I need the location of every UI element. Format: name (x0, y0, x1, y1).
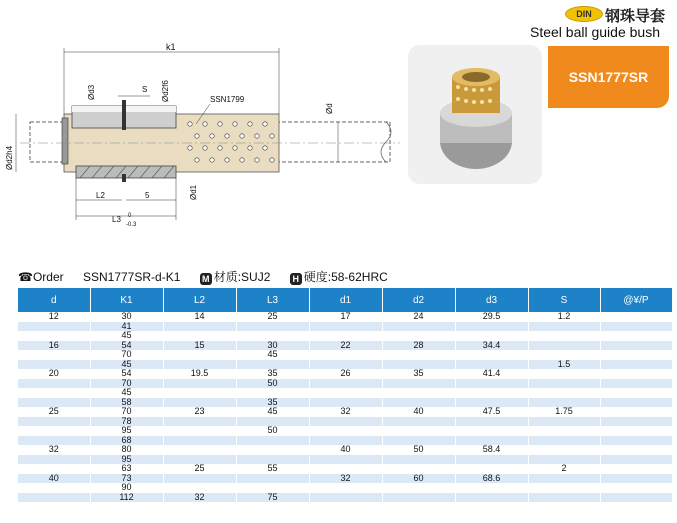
cell-k1: 54 (90, 369, 163, 379)
hardness-label: 硬度:58-62HRC (303, 270, 388, 284)
order-line (18, 268, 404, 285)
cell-price (600, 312, 672, 322)
cell-k1: 90 (90, 483, 163, 493)
cell-d3: 58.4 (455, 445, 528, 455)
cell-l2 (163, 474, 236, 484)
cell-d2: 60 (382, 474, 455, 484)
cell-d3: 41.4 (455, 369, 528, 379)
cell-d: 16 (18, 341, 90, 351)
cell-price (600, 483, 672, 493)
cell-l3 (236, 322, 309, 332)
cell-d3: 34.4 (455, 341, 528, 351)
cell-l2: 23 (163, 407, 236, 417)
cell-l3 (236, 445, 309, 455)
cell-s (528, 417, 600, 427)
table-row (18, 426, 672, 436)
cell-l2: 14 (163, 312, 236, 322)
header-price: @¥/P (600, 288, 672, 312)
cell-d: 25 (18, 407, 90, 417)
cell-d3: 29.5 (455, 312, 528, 322)
cell-l2 (163, 417, 236, 427)
cell-k1: 70 (90, 379, 163, 389)
table-row (18, 350, 672, 360)
cell-price (600, 493, 672, 503)
cell-price (600, 398, 672, 408)
cell-price (600, 360, 672, 370)
cell-l3 (236, 436, 309, 446)
order-code: SSN1777SR-d-K1 (82, 270, 181, 284)
cell-s (528, 331, 600, 341)
cell-l3: 45 (236, 407, 309, 417)
cell-k1: 30 (90, 312, 163, 322)
cell-d1 (309, 417, 382, 427)
cell-d2 (382, 493, 455, 503)
cell-d3 (455, 350, 528, 360)
cell-d1 (309, 322, 382, 332)
cell-s (528, 322, 600, 332)
label-l3-tolerance-lower: -0.3 (126, 222, 137, 228)
cell-l2: 15 (163, 341, 236, 351)
cell-d3: 68.6 (455, 474, 528, 484)
cell-d2 (382, 483, 455, 493)
label-s: S (142, 85, 148, 94)
label-l2: L2 (96, 191, 105, 200)
cell-d: 40 (18, 474, 90, 484)
cell-l3: 35 (236, 398, 309, 408)
cell-d1: 32 (309, 474, 382, 484)
header-l2: L2 (163, 288, 236, 312)
cell-s (528, 369, 600, 379)
table-row (18, 341, 672, 351)
cell-s (528, 388, 600, 398)
cell-k1: 80 (90, 445, 163, 455)
cell-l3: 35 (236, 369, 309, 379)
cell-l2 (163, 350, 236, 360)
cell-d1 (309, 455, 382, 465)
cell-price (600, 341, 672, 351)
cell-price (600, 350, 672, 360)
cell-d2: 40 (382, 407, 455, 417)
cell-l2 (163, 388, 236, 398)
cell-price (600, 464, 672, 474)
header-s: S (528, 288, 600, 312)
cell-d2 (382, 426, 455, 436)
cell-d2 (382, 417, 455, 427)
cell-price (600, 369, 672, 379)
order-label: Order (32, 270, 64, 284)
material-icon: M (200, 273, 212, 285)
label-d2h4: Ød2h4 (5, 145, 14, 170)
phone-icon: ☎ (18, 270, 33, 284)
cell-d (18, 483, 90, 493)
cell-d3 (455, 493, 528, 503)
cell-s (528, 493, 600, 503)
cell-d1 (309, 493, 382, 503)
cell-price (600, 388, 672, 398)
technical-drawing (0, 40, 405, 240)
title-english: Steel ball guide bush (530, 24, 660, 40)
product-photo (408, 45, 542, 184)
cell-d (18, 388, 90, 398)
cell-d1: 22 (309, 341, 382, 351)
cell-k1: 95 (90, 426, 163, 436)
model-tag: SSN1777SR (548, 46, 669, 108)
cell-d2 (382, 350, 455, 360)
cell-l3: 30 (236, 341, 309, 351)
cell-s (528, 341, 600, 351)
cell-d (18, 493, 90, 503)
table-row (18, 493, 672, 503)
cell-l3: 75 (236, 493, 309, 503)
cell-k1: 54 (90, 341, 163, 351)
spec-table (18, 288, 673, 502)
cell-d3 (455, 455, 528, 465)
table-row (18, 388, 672, 398)
cell-l2: 25 (163, 464, 236, 474)
label-d: Ød (325, 103, 334, 114)
header-k1: K1 (90, 288, 163, 312)
cell-s (528, 436, 600, 446)
cell-d3 (455, 388, 528, 398)
cell-d (18, 417, 90, 427)
cell-d1 (309, 350, 382, 360)
din-badge: DIN (565, 6, 603, 22)
cell-d2: 28 (382, 341, 455, 351)
cell-k1: 112 (90, 493, 163, 503)
cell-price (600, 331, 672, 341)
cell-d3 (455, 322, 528, 332)
cell-d3: 47.5 (455, 407, 528, 417)
title-chinese: 钢珠导套 (605, 7, 666, 25)
cell-k1: 70 (90, 350, 163, 360)
cell-price (600, 436, 672, 446)
cell-price (600, 407, 672, 417)
cell-d2 (382, 388, 455, 398)
header-d3: d3 (455, 288, 528, 312)
cell-k1: 68 (90, 436, 163, 446)
cell-k1: 45 (90, 331, 163, 341)
cell-l3 (236, 474, 309, 484)
table-row (18, 483, 672, 493)
cell-s (528, 379, 600, 389)
cell-s (528, 426, 600, 436)
cell-d1 (309, 426, 382, 436)
cell-s (528, 445, 600, 455)
cell-l2 (163, 379, 236, 389)
cell-price (600, 455, 672, 465)
cell-l3: 55 (236, 464, 309, 474)
cell-d (18, 455, 90, 465)
cell-k1: 63 (90, 464, 163, 474)
cell-d3 (455, 417, 528, 427)
hardness-icon: H (290, 273, 302, 285)
cell-l2: 32 (163, 493, 236, 503)
cell-d2 (382, 322, 455, 332)
cell-d1: 26 (309, 369, 382, 379)
table-row (18, 379, 672, 389)
cell-l3: 50 (236, 379, 309, 389)
cell-d2 (382, 379, 455, 389)
cell-l3: 45 (236, 350, 309, 360)
cell-d1 (309, 388, 382, 398)
cell-s (528, 483, 600, 493)
label-d2f6: Ød2f6 (161, 80, 170, 102)
cell-d1: 40 (309, 445, 382, 455)
cell-k1: 78 (90, 417, 163, 427)
label-d3: Ød3 (87, 84, 96, 100)
cell-price (600, 417, 672, 427)
cell-d (18, 322, 90, 332)
table-row (18, 455, 672, 465)
cell-k1: 45 (90, 388, 163, 398)
cell-d3 (455, 426, 528, 436)
label-five: 5 (145, 191, 150, 200)
cell-l2: 19.5 (163, 369, 236, 379)
cell-s (528, 474, 600, 484)
cell-d: 12 (18, 312, 90, 322)
label-l3: L3 (112, 215, 121, 224)
material-label: 材质:SUJ2 (213, 270, 271, 284)
table-row (18, 369, 672, 379)
header-d: d (18, 288, 90, 312)
cell-d3 (455, 483, 528, 493)
cell-d1 (309, 379, 382, 389)
cell-d1: 32 (309, 407, 382, 417)
cell-price (600, 426, 672, 436)
cell-k1: 45 (90, 360, 163, 370)
cell-d2: 50 (382, 445, 455, 455)
cell-price (600, 379, 672, 389)
cell-k1: 58 (90, 398, 163, 408)
cell-s: 1.5 (528, 360, 600, 370)
cell-d3 (455, 379, 528, 389)
cell-l2 (163, 322, 236, 332)
label-k1: k1 (166, 42, 176, 52)
cell-price (600, 445, 672, 455)
cell-l2 (163, 445, 236, 455)
header-d1: d1 (309, 288, 382, 312)
cell-l2 (163, 436, 236, 446)
cell-l3: 25 (236, 312, 309, 322)
cell-d (18, 379, 90, 389)
table-row (18, 407, 672, 417)
cell-d: 20 (18, 369, 90, 379)
cell-k1: 95 (90, 455, 163, 465)
cell-d2: 35 (382, 369, 455, 379)
table-row (18, 474, 672, 484)
cell-d1: 17 (309, 312, 382, 322)
label-ref-part: SSN1799 (210, 95, 245, 104)
cell-k1: 41 (90, 322, 163, 332)
label-l3-tolerance-upper: 0 (128, 213, 132, 219)
cell-d1 (309, 483, 382, 493)
table-row (18, 312, 672, 322)
table-body (18, 312, 672, 502)
cell-price (600, 322, 672, 332)
cell-s: 1.75 (528, 407, 600, 417)
cell-l2 (163, 426, 236, 436)
cell-l3: 50 (236, 426, 309, 436)
cell-s: 2 (528, 464, 600, 474)
header-l3: L3 (236, 288, 309, 312)
table-header (18, 288, 672, 312)
cell-d2 (382, 455, 455, 465)
cell-d2: 24 (382, 312, 455, 322)
cell-k1: 70 (90, 407, 163, 417)
cell-price (600, 474, 672, 484)
table-row (18, 445, 672, 455)
table-row (18, 322, 672, 332)
cell-d: 32 (18, 445, 90, 455)
cell-k1: 73 (90, 474, 163, 484)
cell-d (18, 350, 90, 360)
cell-d (18, 426, 90, 436)
table-row (18, 417, 672, 427)
label-d1: Ød1 (189, 184, 198, 200)
cell-s: 1.2 (528, 312, 600, 322)
header-d2: d2 (382, 288, 455, 312)
